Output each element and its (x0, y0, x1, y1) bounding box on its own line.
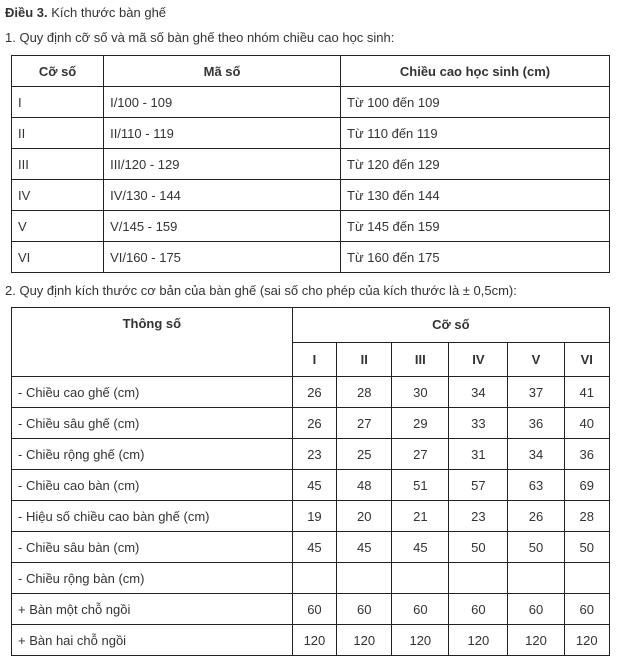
article-title (5, 5, 166, 20)
parameter-label: - Chiều cao bàn (cm) (12, 470, 293, 501)
value-cell: 60 (337, 594, 392, 625)
table-cell: III (12, 149, 104, 180)
value-cell: 31 (449, 439, 508, 470)
value-cell (392, 563, 449, 594)
section-2-heading: 2. Quy định kích thước cơ bản của bàn ghế (sai số cho phép của kích thước là ± 0,5cm): (5, 283, 517, 298)
table-row (12, 625, 610, 656)
section-1-heading: 1. Quy định cỡ số và mã số bàn ghế theo nhóm chiều cao học sinh: (5, 30, 395, 45)
table-row (12, 242, 610, 273)
table-row (12, 211, 610, 242)
parameter-label: - Chiều cao ghế (cm) (12, 377, 293, 408)
table-row (12, 87, 610, 118)
parameter-label: - Hiệu số chiều cao bàn ghế (cm) (12, 501, 293, 532)
value-cell: 45 (292, 470, 336, 501)
table-cell: II (12, 118, 104, 149)
value-cell: 23 (292, 439, 336, 470)
value-cell: 60 (564, 594, 609, 625)
value-cell: 48 (337, 470, 392, 501)
table-cell: V/145 - 159 (104, 211, 341, 242)
parameter-label: - Chiều rộng bàn (cm) (12, 563, 293, 594)
size-code-table (11, 55, 610, 273)
table-row (12, 470, 610, 501)
value-cell: 27 (337, 408, 392, 439)
value-cell: 40 (564, 408, 609, 439)
value-cell: 45 (337, 532, 392, 563)
table-cell: Từ 120 đến 129 (341, 149, 610, 180)
value-cell (449, 563, 508, 594)
table-header-row (12, 308, 610, 343)
value-cell: 36 (564, 439, 609, 470)
value-cell: 60 (392, 594, 449, 625)
size-column-header: IV (449, 342, 508, 377)
value-cell: 33 (449, 408, 508, 439)
table-cell: Từ 145 đến 159 (341, 211, 610, 242)
table-row (12, 501, 610, 532)
header-code: Mã số (104, 56, 341, 87)
size-column-header: I (292, 342, 336, 377)
value-cell: 50 (449, 532, 508, 563)
value-cell (292, 563, 336, 594)
value-cell: 57 (449, 470, 508, 501)
value-cell: 26 (508, 501, 564, 532)
value-cell: 25 (337, 439, 392, 470)
value-cell: 28 (564, 501, 609, 532)
value-cell: 50 (508, 532, 564, 563)
table-cell: Từ 130 đến 144 (341, 180, 610, 211)
value-cell: 60 (292, 594, 336, 625)
parameter-label: + Bàn hai chỗ ngồi (12, 625, 293, 656)
table-cell: V (12, 211, 104, 242)
value-cell: 120 (508, 625, 564, 656)
size-column-header: V (508, 342, 564, 377)
value-cell: 120 (392, 625, 449, 656)
table-cell: VI/160 - 175 (104, 242, 341, 273)
table-row (12, 594, 610, 625)
table-cell: I/100 - 109 (104, 87, 341, 118)
value-cell: 50 (564, 532, 609, 563)
value-cell: 34 (449, 377, 508, 408)
value-cell: 37 (508, 377, 564, 408)
value-cell: 26 (292, 408, 336, 439)
value-cell: 120 (292, 625, 336, 656)
value-cell: 51 (392, 470, 449, 501)
table-cell: VI (12, 242, 104, 273)
value-cell: 60 (449, 594, 508, 625)
dimensions-table (11, 307, 610, 656)
table-row (12, 180, 610, 211)
value-cell: 120 (449, 625, 508, 656)
size-column-header: II (337, 342, 392, 377)
value-cell: 120 (564, 625, 609, 656)
value-cell: 63 (508, 470, 564, 501)
parameter-label: - Chiều rộng ghế (cm) (12, 439, 293, 470)
parameter-label: + Bàn một chỗ ngồi (12, 594, 293, 625)
article-heading: Kích thước bàn ghế (47, 5, 167, 20)
parameter-label: - Chiều sâu ghế (cm) (12, 408, 293, 439)
value-cell: 120 (337, 625, 392, 656)
header-height: Chiều cao học sinh (cm) (341, 56, 610, 87)
size-column-header: VI (564, 342, 609, 377)
value-cell: 60 (508, 594, 564, 625)
table-row (12, 377, 610, 408)
value-cell: 30 (392, 377, 449, 408)
table-cell: IV/130 - 144 (104, 180, 341, 211)
value-cell: 21 (392, 501, 449, 532)
value-cell: 26 (292, 377, 336, 408)
table-header-row (12, 56, 610, 87)
value-cell: 34 (508, 439, 564, 470)
parameter-label: - Chiều sâu bàn (cm) (12, 532, 293, 563)
value-cell: 36 (508, 408, 564, 439)
value-cell: 45 (392, 532, 449, 563)
table-cell: II/110 - 119 (104, 118, 341, 149)
table-cell: I (12, 87, 104, 118)
size-column-header: III (392, 342, 449, 377)
header-size-group: Cỡ số (292, 308, 609, 343)
value-cell: 45 (292, 532, 336, 563)
value-cell: 23 (449, 501, 508, 532)
size-code-table-body (12, 87, 610, 273)
table-cell: III/120 - 129 (104, 149, 341, 180)
article-label: Điều 3. (5, 5, 48, 20)
value-cell: 69 (564, 470, 609, 501)
value-cell: 41 (564, 377, 609, 408)
table-row (12, 439, 610, 470)
table-cell: Từ 160 đến 175 (341, 242, 610, 273)
table-cell: Từ 100 đến 109 (341, 87, 610, 118)
value-cell: 19 (292, 501, 336, 532)
table-cell: IV (12, 180, 104, 211)
value-cell (508, 563, 564, 594)
table-row (12, 408, 610, 439)
value-cell: 20 (337, 501, 392, 532)
table-row (12, 563, 610, 594)
value-cell (564, 563, 609, 594)
table-row (12, 149, 610, 180)
header-size: Cỡ số (12, 56, 104, 87)
table-cell: Từ 110 đến 119 (341, 118, 610, 149)
dimensions-table-body (12, 377, 610, 656)
value-cell: 28 (337, 377, 392, 408)
value-cell: 29 (392, 408, 449, 439)
table-row (12, 532, 610, 563)
header-parameter: Thông số (12, 308, 293, 377)
value-cell (337, 563, 392, 594)
table-row (12, 118, 610, 149)
value-cell: 27 (392, 439, 449, 470)
